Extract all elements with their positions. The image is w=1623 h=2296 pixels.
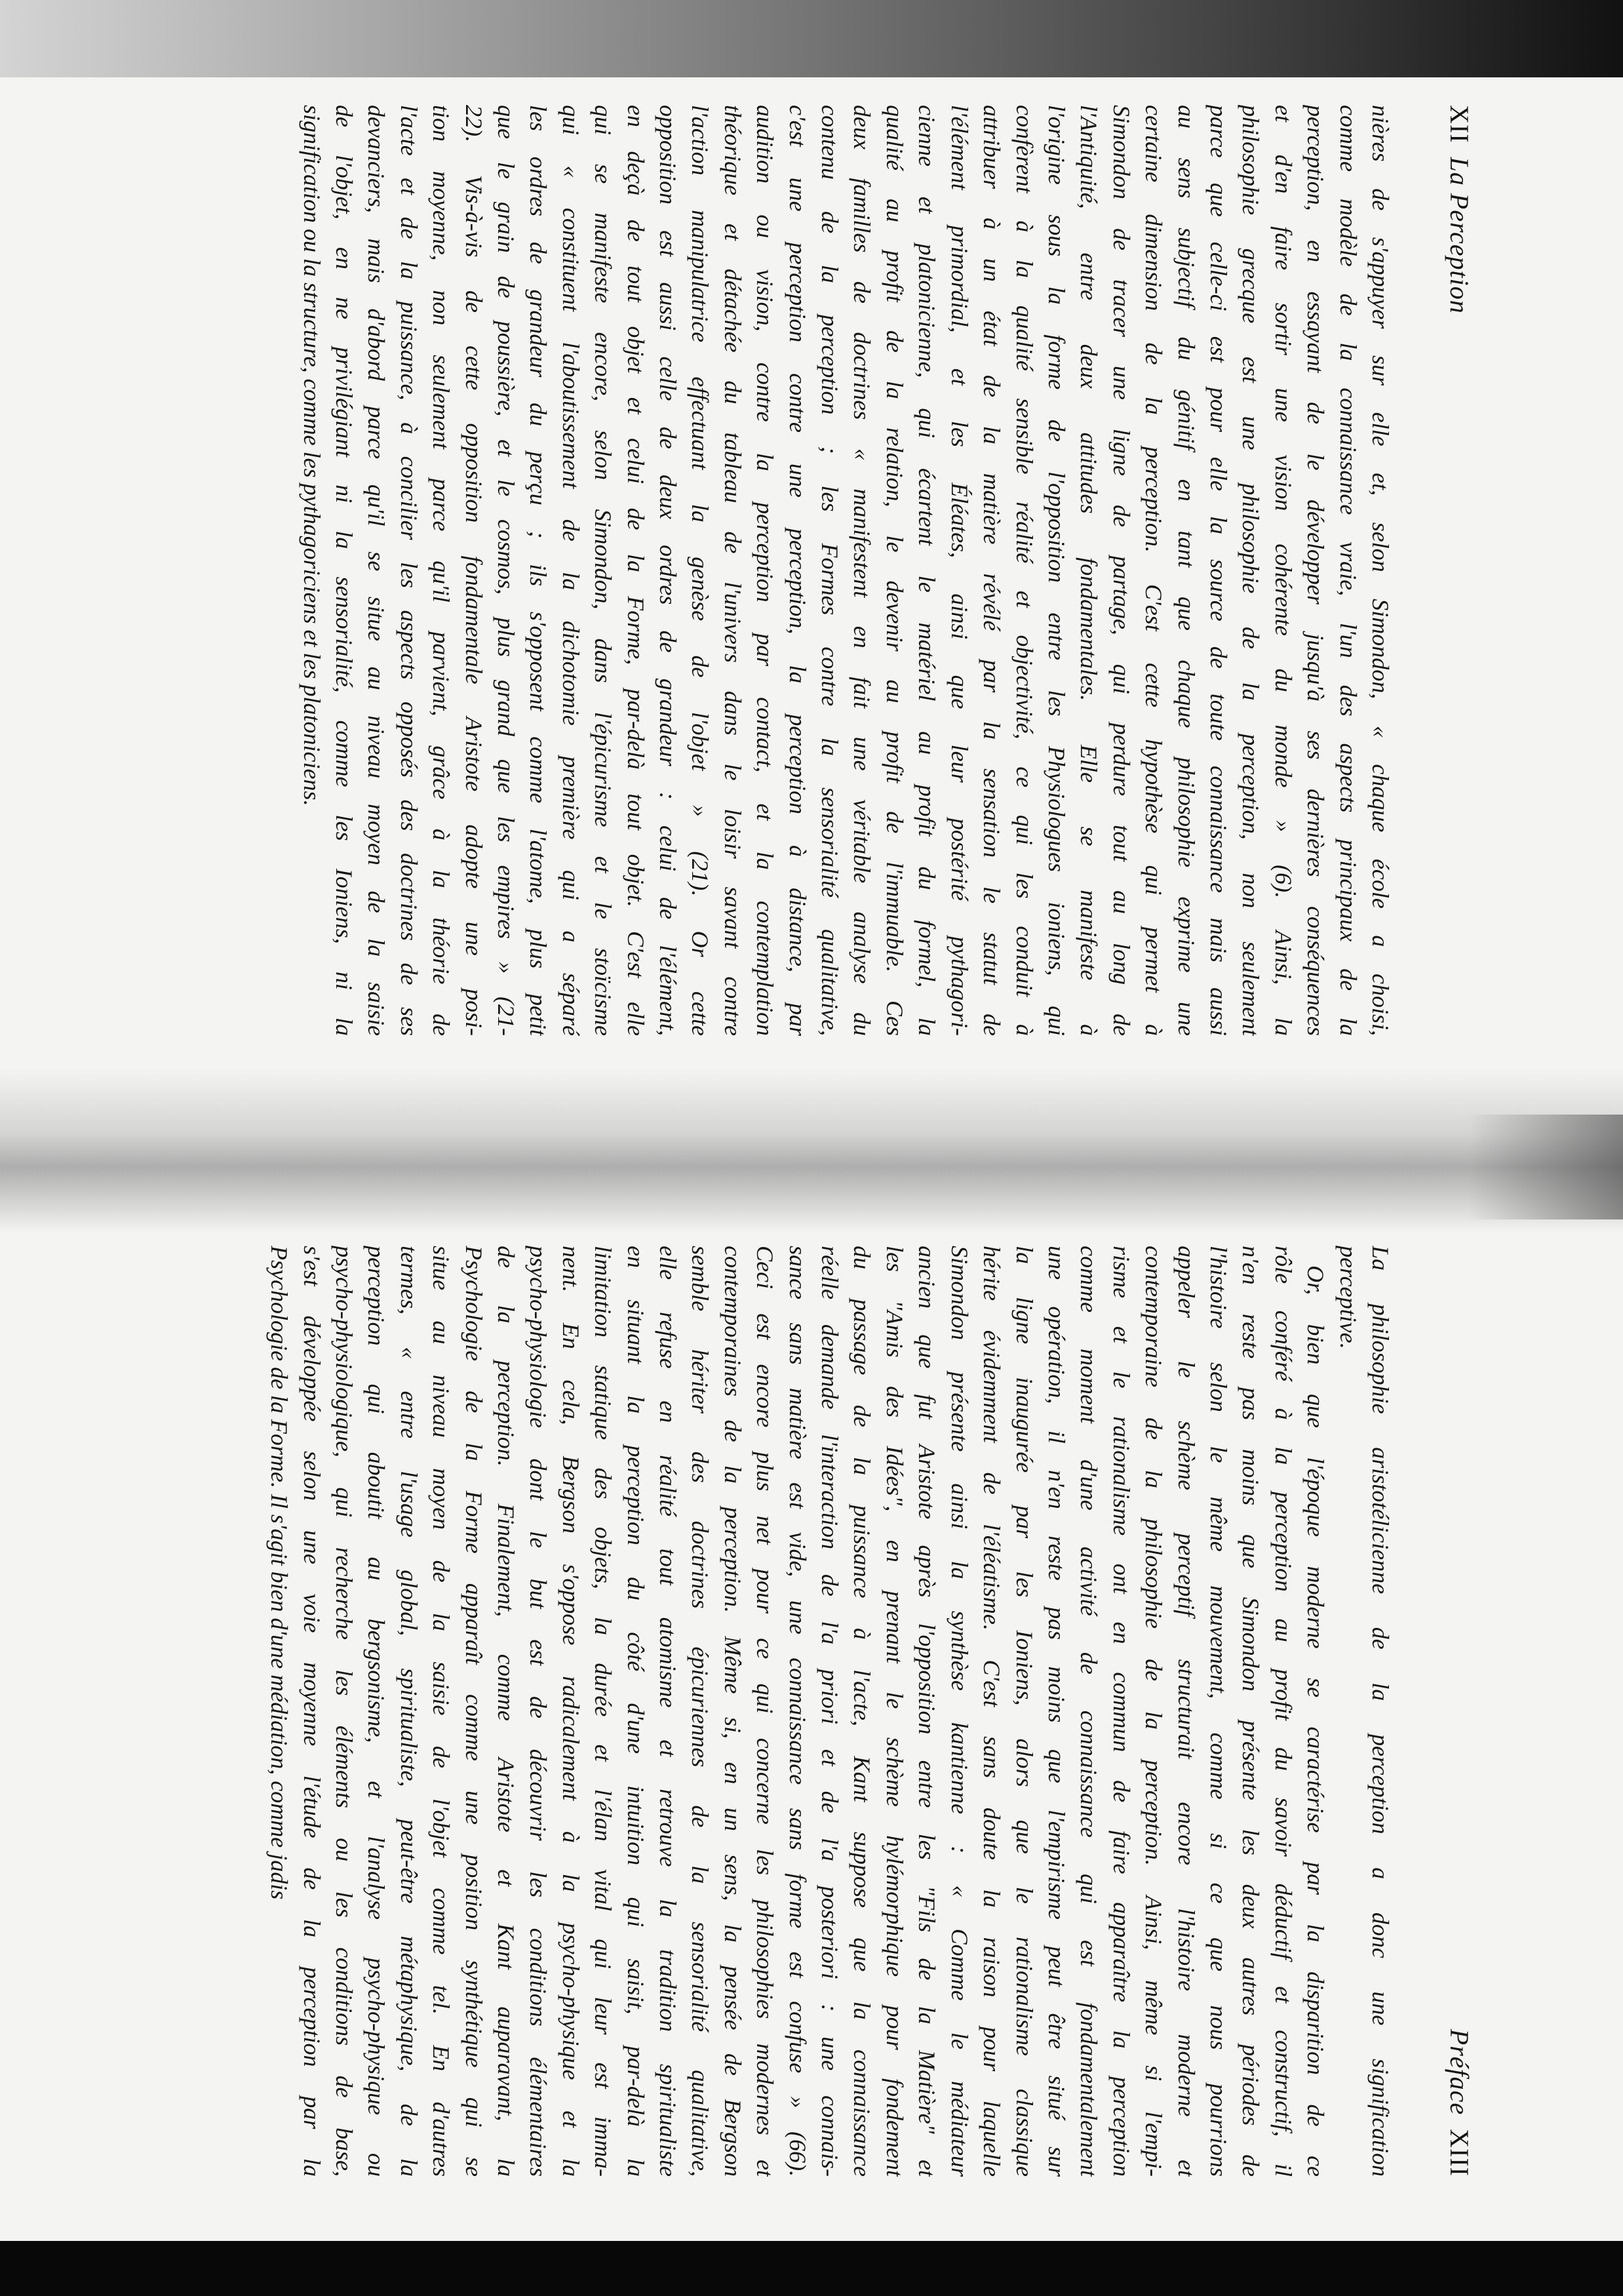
text-line: l'acte et de la puissance, à concilier les aspects opposés des doctrines de ses <box>395 105 422 1036</box>
text-line: que le grain de poussière, et le cosmos, plus grand que les empires » (21- <box>493 105 520 1036</box>
text-line: perception qui aboutit au bergsonisme, et l'analyse psycho-physique ou <box>363 1246 390 2177</box>
right-page <box>164 1246 1475 2177</box>
text-line: hérite évidemment de l'éléatisme. C'est sans doute la raison pour laquelle <box>979 1246 1006 2177</box>
text-line: philosophie grecque est une philosophie de la perception, non seulement <box>1238 105 1264 1036</box>
text-line: l'Antiquité, entre deux attitudes fondamentales. Elle se manifeste à <box>1076 105 1103 1036</box>
text-line: termes, « entre l'usage global, spiritualiste, peut-être métaphysique, de la <box>395 1246 422 2177</box>
scan-bottom-edge <box>0 2241 1623 2296</box>
text-line: n'en reste pas moins que Simondon présente les deux autres périodes de <box>1238 1246 1264 2177</box>
text-line: Psychologie de la Forme apparaît comme une position synthétique qui se <box>460 1246 487 2177</box>
text-line: qui « constituent l'aboutissement de la dichotomie première qui a séparé <box>557 105 584 1036</box>
right-page-text <box>263 1246 1396 2177</box>
text-line: contemporaines de la perception. Même si, en un sens, la pensée de Bergson <box>719 1246 746 2177</box>
text-line: qui se manifeste encore, selon Simondon, dans l'épicurisme et le stoïcisme <box>590 105 617 1036</box>
text-line: au sens subjectif du génitif en tant que chaque philosophie exprime une <box>1173 105 1200 1036</box>
text-line: s'est développée selon une voie moyenne l'étude de la perception par la <box>298 1246 325 2177</box>
text-line: en deçà de tout objet et celui de la Forme, par-delà tout objet. C'est elle <box>622 105 649 1036</box>
text-line: confèrent à la qualité sensible réalité et objectivité, ce qui les conduit à <box>1011 105 1038 1036</box>
text-line: La philosophie aristotélicienne de la perception a donc une signification <box>1367 1246 1394 2177</box>
left-page-number: XII <box>1445 105 1474 144</box>
left-running-head <box>1444 105 1475 321</box>
text-line: appeler le schème perceptif structurait encore l'histoire moderne et <box>1173 1246 1200 2177</box>
text-line: les "Amis des Idées", en prenant le schème hylémorphique pour fondement <box>881 1246 908 2177</box>
text-line: situe au niveau moyen de la saisie de l'objet comme tel. En d'autres <box>428 1246 455 2177</box>
text-line: rôle conféré à la perception au profit du savoir déductif et constructif, il <box>1270 1246 1297 2177</box>
text-line: perception, en essayant de le développer jusqu'à ses dernières conséquences <box>1302 105 1329 1036</box>
text-line: Simondon de tracer une ligne de partage, qui perdure tout au long de <box>1108 105 1135 1036</box>
text-line: psycho-physiologie dont le but est de découvrir les conditions élémentaires <box>525 1246 552 2177</box>
text-line: Simondon présente ainsi la synthèse kantienne : « Comme le médiateur <box>946 1246 973 2177</box>
text-line: sance sans matière est vide, une connaissance sans forme est confuse » (66). <box>784 1246 811 2177</box>
text-line: ancien que fut Aristote après l'opposition entre les "Fils de la Matière" et <box>914 1246 941 2177</box>
text-line: devanciers, mais d'abord parce qu'il se situe au niveau moyen de la saisie <box>363 105 390 1036</box>
text-line: attribuer à un état de la matière révélé par la sensation le statut de <box>979 105 1006 1036</box>
left-page <box>164 105 1475 1036</box>
text-line: perceptive. <box>1335 1246 1361 1349</box>
text-line: Psychologie de la Forme. Il s'agit bien d'une médiation, comme jadis <box>266 1246 293 1900</box>
text-line: certaine dimension de la perception. C'est cette hypothèse qui permet à <box>1141 105 1167 1036</box>
left-page-text <box>295 105 1396 1036</box>
text-line: en situant la perception du côté d'une intuition qui saisit, par-delà la <box>622 1246 649 2177</box>
text-line: nières de s'appuyer sur elle et, selon Simondon, « chaque école a choisi, <box>1367 105 1394 1036</box>
text-line: deux familles de doctrines « manifestent en fait une véritable analyse du <box>849 105 876 1036</box>
text-line: limitation statique des objets, la durée et l'élan vital qui leur est imma- <box>590 1246 617 2177</box>
text-line: l'action manipulatrice effectuant la genèse de l'objet » (21). Or cette <box>687 105 714 1036</box>
right-running-head <box>1444 2023 1475 2177</box>
text-line: audition ou vision, contre la perception par contact, et la contemplation <box>752 105 779 1036</box>
book-gutter-edge-shadow <box>1468 1115 1623 1219</box>
text-line: la ligne inaugurée par les Ioniens, alors que le rationalisme classique <box>1011 1246 1038 2177</box>
text-line: cienne et platonicienne, qui écartent le matériel au profit du formel, la <box>914 105 941 1036</box>
text-line: une opération, il n'en reste pas moins que l'empirisme peut être situé sur <box>1043 1246 1070 2177</box>
text-line: parce que celle-ci est pour elle la source de toute connaissance mais aussi <box>1205 105 1232 1036</box>
text-line: signification ou la structure, comme les pythagoriciens et les platoniciens. <box>298 105 325 806</box>
text-line: semble hériter des doctrines épicuriennes de la sensorialité qualitative, <box>687 1246 714 2177</box>
text-line: l'histoire selon le même mouvement, comme si ce que nous pourrions <box>1205 1246 1232 2177</box>
text-line: comme moment d'une activité de connaissance qui est fondamentalement <box>1076 1246 1103 2177</box>
text-line: risme et le rationalisme ont en commun de faire apparaître la perception <box>1108 1246 1135 2177</box>
text-line: les ordres de grandeur du perçu ; ils s'opposent comme l'atome, plus petit <box>525 105 552 1036</box>
text-line: l'élément primordial, et les Éléates, ainsi que leur postérité pythagori- <box>946 105 973 1036</box>
text-line: Or, bien que l'époque moderne se caractérise par la disparition de ce <box>1302 1265 1329 2177</box>
text-line: 22). Vis-à-vis de cette opposition fondamentale Aristote adopte une posi- <box>460 105 487 1036</box>
text-line: réelle demande l'interaction de l'a priori et de l'a posteriori : une connais- <box>817 1246 844 2177</box>
text-line: contenu de la perception ; les Formes contre la sensorialité qualitative, <box>817 105 844 1036</box>
text-line: contemporaine de la philosophie de la perception. Ainsi, même si l'empi- <box>1141 1246 1167 2177</box>
scan-top-edge-shadow <box>0 0 1623 77</box>
right-page-number: XIII <box>1445 2129 1474 2177</box>
rotated-spread <box>164 105 1475 2203</box>
text-line: psycho-physiologique, qui recherche les éléments ou les conditions de base, <box>331 1246 357 2177</box>
text-line: de l'objet, en ne privilégiant ni la sensorialité, comme les Ioniens, ni la <box>331 105 357 1036</box>
text-line: théorique et détachée du tableau de l'univers dans le loisir savant contre <box>719 105 746 1036</box>
text-line: l'origine sous la forme de l'opposition entre les Physiologues ioniens, qui <box>1043 105 1070 1036</box>
left-running-title: La Perception <box>1445 157 1474 314</box>
text-line: opposition est aussi celle de deux ordres de grandeur : celui de l'élément, <box>655 105 682 1036</box>
text-line: elle refuse en réalité tout atomisme et retrouve la tradition spiritualiste <box>655 1246 682 2177</box>
right-running-title: Préface <box>1445 2029 1474 2116</box>
text-line: comme modèle de la connaissance vraie, l'un des aspects principaux de la <box>1335 105 1361 1036</box>
text-line: Ceci est encore plus net pour ce qui concerne les philosophies modernes et <box>752 1246 779 2177</box>
text-line: de la perception. Finalement, comme Aristote et Kant auparavant, la <box>493 1246 520 2177</box>
text-line: tion moyenne, non seulement parce qu'il parvient, grâce à la théorie de <box>428 105 455 1036</box>
text-line: du passage de la puissance à l'acte, Kant suppose que la connaissance <box>849 1246 876 2177</box>
text-line: qualité au profit de la relation, le devenir au profit de l'immuable. Ces <box>881 105 908 1036</box>
text-line: nent. En cela, Bergson s'oppose radicalement à la psycho-physique et la <box>557 1246 584 2177</box>
text-line: c'est une perception contre une perception, la perception à distance, par <box>784 105 811 1036</box>
text-line: et d'en faire sortir une vision cohérente du monde » (6). Ainsi, la <box>1270 105 1297 1036</box>
